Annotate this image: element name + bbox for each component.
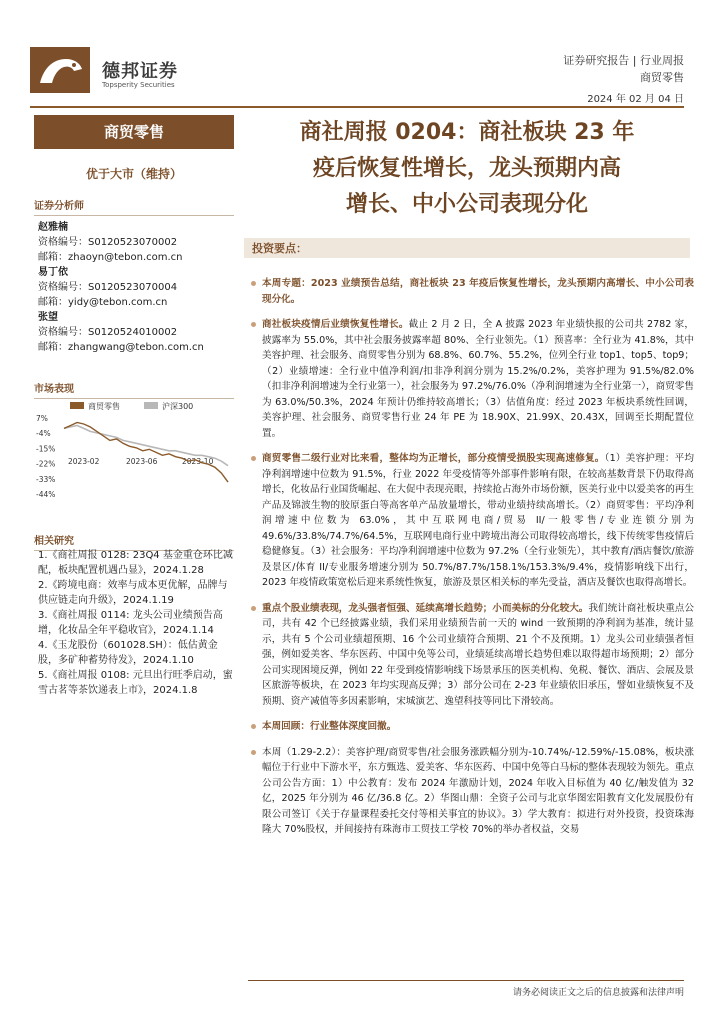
y-tick-label: -33% xyxy=(36,474,56,484)
title-line: 疫后恢复性增长，龙头预期内高 xyxy=(312,156,621,181)
body-paragraph xyxy=(248,317,694,441)
x-tick-label: 2023-06 xyxy=(126,457,158,467)
related-report-item[interactable]: 3.《商社周报 0114: 龙头公司业绩预告高增，化妆品全年平稳收官》，2024.1.14 xyxy=(38,610,223,636)
legend-label: 沪深300 xyxy=(162,402,194,411)
y-tick-label: -15% xyxy=(36,444,56,454)
related-reports xyxy=(38,548,234,698)
paragraph-text: （1）美容护理：平均净利润增速中位数为 91.5%，行业 2022 年受疫情等外部事件影响有限，在较高基数背景下仍取得高增长，化妆品行业国货崛起、在大促中表现亮眼，持续抢占海外市场份额，医美行业中以爱美客的再生产品及锦波生物的胶原蛋白等高客单产品放量增长，带动业绩持续高增长。（2）商贸零售：平均净利润增速中位数为 63.0%，其中互联网电商/贸易 II/一般零售/专业连锁分别为 49.6%/33.8%/74.7%/64.5%，互联网电商行业中跨境出海公司取得较高增长，线下传统零售疫情后稳健修复。（3）社会服务：平均净利润增速中位数为 97.2%（全行业领先），其中教育/酒店餐饮/旅游及景区/体育 II/专业服务增速分别为 50.7%/87.7%/158.1%/153.3%/9.4%，疫情影响线下出行，2023 年疫情政策宽松后迎来系统性恢复，旅游及景区相关标的率先受益，酒店及餐饮也取得高增长。 xyxy=(262,453,694,588)
logo-text-cn: 德邦证券 xyxy=(102,61,178,82)
header-divider xyxy=(30,106,684,108)
analyst-name: 张望 xyxy=(38,312,58,323)
analyst-cert: 资格编号：S0120524010002 xyxy=(38,327,178,338)
company-logo xyxy=(30,47,90,93)
paragraph-text: 我们统计商社板块重点公司，共有 42 个已经披露业绩，我们采用业绩预告前一天的 wind 一致预期的净利润为基准，统计显示，共有 5 个公司业绩超预期、16 个公司业绩符合预期、21 个不及预期。1）龙头公司业绩强者恒强，例如爱美客、华东医药、中国中免等公司，业绩延续高增长趋势但难以取得超市场预期；2）部分公司实现困境反弹，例如 22 年受到疫情影响线下场景承压的医美机构、免税、餐饮、酒店、会展及景区旅游等板块，在 2023 年均实现高反弹；3）部分公司在 2-23 年业绩依旧承压，譬如业绩恢复不及预期、资产减值等多因素影响，宋城演艺、逸望科技等同比下滑较高。 xyxy=(262,602,695,707)
legend-swatch xyxy=(70,402,84,409)
analyst-email[interactable]: 邮箱：yidy@tebon.com.cn xyxy=(38,297,168,308)
y-tick-label: -22% xyxy=(36,459,56,469)
analyst-name: 赵雅楠 xyxy=(38,222,68,233)
market-chart xyxy=(34,396,234,504)
header-sector: 商贸零售 xyxy=(640,71,684,84)
market-chart-svg xyxy=(34,396,234,504)
market-heading: 市场表现 xyxy=(34,380,234,399)
footer-divider xyxy=(248,980,684,981)
body-paragraph xyxy=(248,451,694,591)
paragraph-lead: 重点个股业绩表现，龙头强者恒强、延续高增长趋势；小而美标的分化较大。 xyxy=(262,602,589,614)
related-report-item[interactable]: 5.《商社周报 0108: 元旦出行旺季启动，蜜雪古茗等茶饮递表上市》，2024.1.8 xyxy=(38,670,233,696)
analyst-email[interactable]: 邮箱：zhangwang@tebon.com.cn xyxy=(38,342,204,353)
analyst-block xyxy=(38,220,234,355)
report-title xyxy=(244,115,690,223)
title-line: 商社周报 0204：商社板块 23 年 xyxy=(299,120,635,145)
report-date: 2024 年 02 月 04 日 xyxy=(587,94,684,105)
report-type: 证券研究报告 | 行业周报 xyxy=(563,54,684,67)
y-tick-label: 7% xyxy=(36,414,48,423)
y-tick-label: -4% xyxy=(36,429,51,439)
analyst-name: 易丁依 xyxy=(38,267,68,278)
body-paragraph xyxy=(248,601,694,710)
x-tick-label: 2023-02 xyxy=(68,457,100,467)
sector-badge: 商贸零售 xyxy=(34,115,234,149)
report-body xyxy=(248,276,694,848)
analyst-cert: 资格编号：S0120523070004 xyxy=(38,282,178,293)
rating: 优于大市（维持） xyxy=(85,167,182,181)
key-points-label: 投资要点： xyxy=(252,242,307,255)
body-paragraph: 本周（1.29-2.2）：美容护理/商贸零售/社会服务涨跌幅分别为-10.74%/-12.59%/-15.08%，板块涨幅位于行业中下游水平，东方甄选、爱美客、华东医药、中国中免等白马标的整体表现较为领先。重点公司公告方面：1）中公教育：发布 2024 年激励计划，2024 年收入目标值为 40 亿/触发值为 32 亿，2025 年分别为 46 亿/36.8 亿。2）华图山鼎：全资子公司与北京华图宏阳教育文化发展股份有限公司签订《关于存量课程委托交付等相关事宜的协议》。3）学大教育：拟进行对外投资，投资珠海隆大 70%股权，并间接持有珠海市工贸技工学校 70%的举办者权益，交易 xyxy=(248,745,694,838)
related-heading: 相关研究 xyxy=(34,532,234,551)
paragraph-lead: 商贸零售二级行业对比来看，整体均为正增长，部分疫情受损股实现高速修复。 xyxy=(262,453,605,464)
related-report-item[interactable]: 4.《玉龙股份（601028.SH）：低估黄金股，多矿种蓄势待发》，2024.1.10 xyxy=(38,640,218,666)
analyst-cert: 资格编号：S0120523070002 xyxy=(38,237,178,248)
related-report-item[interactable]: 1.《商社周报 0128: 23Q4 基金重仓环比减配，板块配置机遇凸显》，2024.1.28 xyxy=(38,550,233,576)
legend-label: 商贸零售 xyxy=(88,402,120,411)
x-tick-label: 2023-10 xyxy=(182,457,214,467)
analyst-email[interactable]: 邮箱：zhaoyn@tebon.com.cn xyxy=(38,252,183,263)
key-points-bar xyxy=(244,238,690,258)
title-line: 增长、中小公司表现分化 xyxy=(345,192,588,217)
legend-swatch xyxy=(144,402,158,409)
analysts-heading: 证券分析师 xyxy=(34,197,234,216)
paragraph-lead: 商社板块疫情后业绩恢复性增长。 xyxy=(262,319,409,330)
related-report-item[interactable]: 2.《跨境电商：效率与成本更优解，品牌与供应链走向升级》，2024.1.19 xyxy=(38,580,228,606)
footer-disclaimer: 请务必阅读正文之后的信息披露和法律声明 xyxy=(512,988,684,998)
logo-text-en: Topsperity Securities xyxy=(102,81,175,89)
body-paragraph: 本周专题：2023 业绩预告总结，商社板块 23 年疫后恢复性增长，龙头预期内高增长、中小公司表现分化。 xyxy=(248,276,694,307)
paragraph-text: 截止 2 月 2 日，全 A 披露 2023 年业绩快报的公司共 2782 家，披露率为 55.0%，其中社会服务披露率超 80%、全行业领先。（1）预喜率：全行业为 41.8%，其中美容护理、社会服务、商贸零售分别为 68.8%、60.7%、55.2%，位列全行业 top1、top5、top9；（2）业绩增速：全行业中值净利润/扣非净利润分别为 15.2%/0.2%，美容护理为 91.5%/82.0%（扣非净利润增速为全行业第一），社会服务为 97.2%/76.0%（净利润增速为全行业第一），商贸零售为 63.0%/50.3%，2024 年预计仍维持较高增长；（3）估值角度：经过 2023 年板块系统性回调，美容护理、社会服务、商贸零售行业 24 年 PE 为 18.90X、21.99X、20.43X，回调至长期配置位置。 xyxy=(262,319,694,439)
y-tick-label: -44% xyxy=(36,490,56,499)
body-paragraph: 本周回顾：行业整体深度回撤。 xyxy=(248,719,694,735)
